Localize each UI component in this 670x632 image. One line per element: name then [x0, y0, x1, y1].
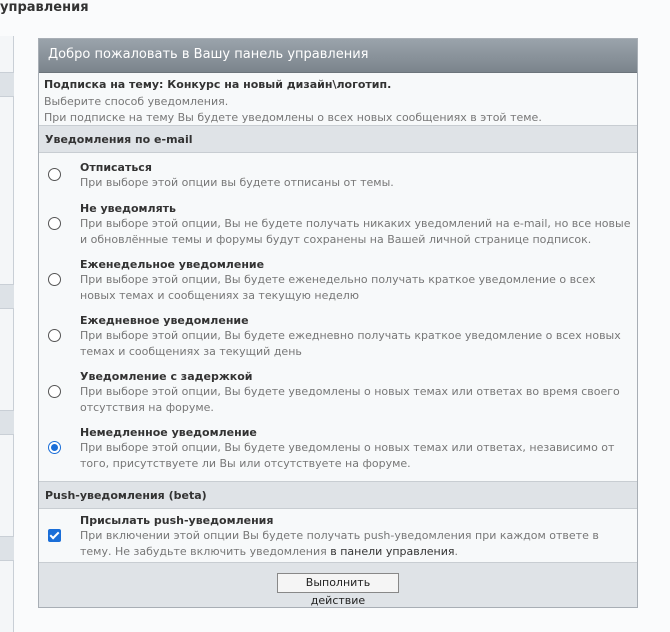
- option-delayed[interactable]: [39, 370, 637, 421]
- option-push[interactable]: [39, 514, 637, 565]
- option-title: Еженедельное уведомление: [80, 258, 265, 271]
- option-unsubscribe[interactable]: [39, 161, 637, 197]
- topic-title: Подписка на тему: Конкурс на новый дизайн\логотип.: [44, 78, 392, 91]
- topic-hint: Выберите способ уведомления.: [44, 95, 229, 108]
- radio-unsubscribe[interactable]: [48, 168, 61, 181]
- email-section-title: Уведомления по e-mail: [39, 125, 637, 153]
- push-desc-end: .: [454, 545, 458, 558]
- control-panel-link[interactable]: в панели управления: [330, 545, 455, 558]
- push-desc-text: При включении этой опции Вы будете получать push-уведомления при каждом ответе в тему. Не забудьте включить уведомления: [80, 529, 599, 558]
- option-title: Присылать push-уведомления: [80, 514, 274, 527]
- option-desc: При выборе этой опции, Вы будете ежедневно получать краткое уведомление о всех новых темах и сообщениях за текущий день: [80, 329, 621, 358]
- page-heading: управления: [0, 0, 89, 15]
- topic-note: При подписке на тему Вы будете уведомлены о всех новых сообщениях в этой теме.: [44, 111, 542, 124]
- option-immediate[interactable]: [39, 426, 637, 477]
- topic-info: [39, 73, 637, 125]
- option-daily[interactable]: [39, 314, 637, 365]
- radio-daily[interactable]: [48, 329, 61, 342]
- option-no-notify[interactable]: [39, 202, 637, 253]
- option-desc: При выборе этой опции, Вы будете уведомлены о новых темах или ответах во время своего отсутствия на форуме.: [80, 385, 620, 414]
- sidebar-bar: [0, 72, 14, 97]
- option-desc: [80, 528, 631, 560]
- radio-delayed[interactable]: [48, 385, 61, 398]
- sidebar: [0, 36, 14, 632]
- option-weekly[interactable]: [39, 258, 637, 309]
- option-desc: При выборе этой опции, Вы будете уведомлены о новых темах или ответах, независимо от того, присутствуете ли Вы или отсутствуете на форуме.: [80, 441, 615, 470]
- option-title: Уведомление с задержкой: [80, 370, 253, 383]
- option-title: Отписаться: [80, 161, 152, 174]
- radio-no-notify[interactable]: [48, 217, 61, 230]
- option-desc: При выборе этой опции вы будете отписаны от темы.: [80, 176, 394, 189]
- panel-footer: [39, 562, 637, 607]
- option-title: Не уведомлять: [80, 202, 176, 215]
- checkbox-push[interactable]: [48, 529, 61, 542]
- radio-immediate[interactable]: [48, 441, 61, 454]
- option-desc: При выборе этой опции, Вы будете еженедельно получать краткое уведомление о всех новых темах и сообщениях за текущую неделю: [80, 273, 596, 302]
- option-title: Ежедневное уведомление: [80, 314, 249, 327]
- panel-title: Добро пожаловать в Вашу панель управления: [39, 39, 637, 73]
- sidebar-bar: [0, 410, 14, 435]
- sidebar-bar: [0, 284, 14, 309]
- push-section-title: Push-уведомления (beta): [39, 481, 637, 509]
- subscription-panel: [38, 38, 638, 608]
- sidebar-bar: [0, 536, 14, 561]
- option-title: Немедленное уведомление: [80, 426, 257, 439]
- radio-weekly[interactable]: [48, 273, 61, 286]
- option-desc: При выборе этой опции, Вы не будете получать никаких уведомлений на e-mail, но все новые и обновлённые темы и форумы будут сохранены на Вашей личной странице подписок.: [80, 217, 631, 246]
- submit-button[interactable]: Выполнить действие: [277, 573, 399, 593]
